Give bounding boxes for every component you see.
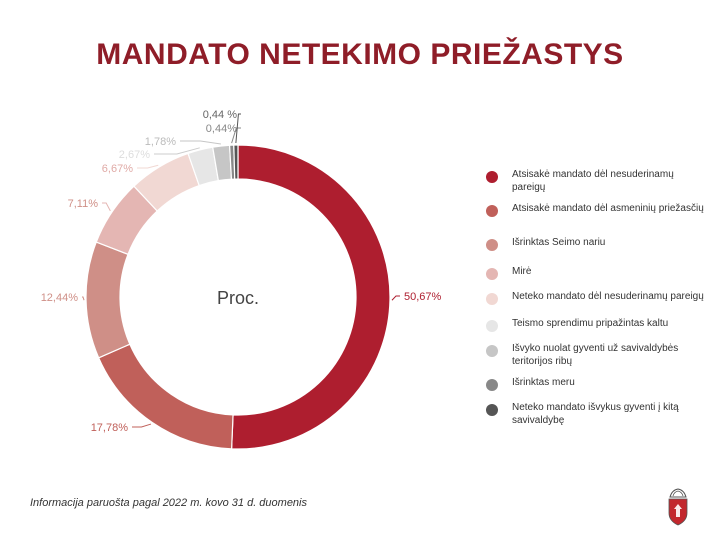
page-title: MANDATO NETEKIMO PRIEŽASTYS bbox=[96, 38, 624, 71]
leader-line bbox=[180, 141, 221, 144]
legend-label: Mirė bbox=[512, 266, 532, 277]
leader-line bbox=[137, 165, 158, 168]
legend-label: Išrinktas Seimo nariu bbox=[512, 237, 606, 248]
legend-swatch bbox=[486, 379, 498, 391]
data-label: 0,44 % bbox=[202, 109, 237, 121]
legend-swatch bbox=[486, 404, 498, 416]
legend-swatch bbox=[486, 268, 498, 280]
legend-swatch bbox=[486, 345, 498, 357]
slice-isrinktas-seimo-nariu bbox=[86, 242, 130, 358]
legend-label: Neteko mandato dėl nesuderinamų pareigų bbox=[512, 291, 704, 302]
data-label: 50,67% bbox=[404, 291, 442, 303]
data-label: 2,67% bbox=[118, 149, 150, 161]
legend-label: Atsisakė mandato dėl nesuderinamų pareigų bbox=[512, 169, 674, 193]
legend-label: Neteko mandato išvykus gyventi į kitą savivaldybę bbox=[512, 402, 679, 426]
data-label: 12,44% bbox=[40, 292, 78, 304]
coat-of-arms-icon bbox=[664, 487, 692, 527]
legend-swatch bbox=[486, 171, 498, 183]
data-label: 0,44% bbox=[205, 123, 237, 135]
data-label: 1,78% bbox=[144, 136, 176, 148]
center-label: Proc. bbox=[216, 288, 260, 308]
leader-line bbox=[82, 297, 84, 300]
slice-neteko-mandato-isvykus-gyventi-i-kita-savivaldybe bbox=[234, 145, 238, 179]
legend-swatch bbox=[486, 205, 498, 217]
legend-swatch bbox=[486, 293, 498, 305]
leader-line bbox=[132, 424, 151, 427]
legend-swatch bbox=[486, 239, 498, 251]
leader-line bbox=[102, 203, 110, 211]
footer-note: Informacija paruošta pagal 2022 m. kovo 31 d. duomenis bbox=[30, 497, 307, 509]
leader-line bbox=[392, 296, 400, 300]
data-label: 17,78% bbox=[90, 422, 128, 434]
data-label: 7,11% bbox=[67, 198, 98, 210]
data-label: 6,67% bbox=[101, 163, 133, 175]
legend-label: Išvyko nuolat gyventi už savivaldybės teritorijos ribų bbox=[512, 343, 679, 367]
legend-swatch bbox=[486, 320, 498, 332]
legend-label: Išrinktas meru bbox=[512, 377, 575, 388]
legend-label: Teismo sprendimu pripažintas kaltu bbox=[512, 318, 669, 329]
legend-label: Atsisakė mandato dėl asmeninių priežasčių bbox=[512, 203, 704, 214]
